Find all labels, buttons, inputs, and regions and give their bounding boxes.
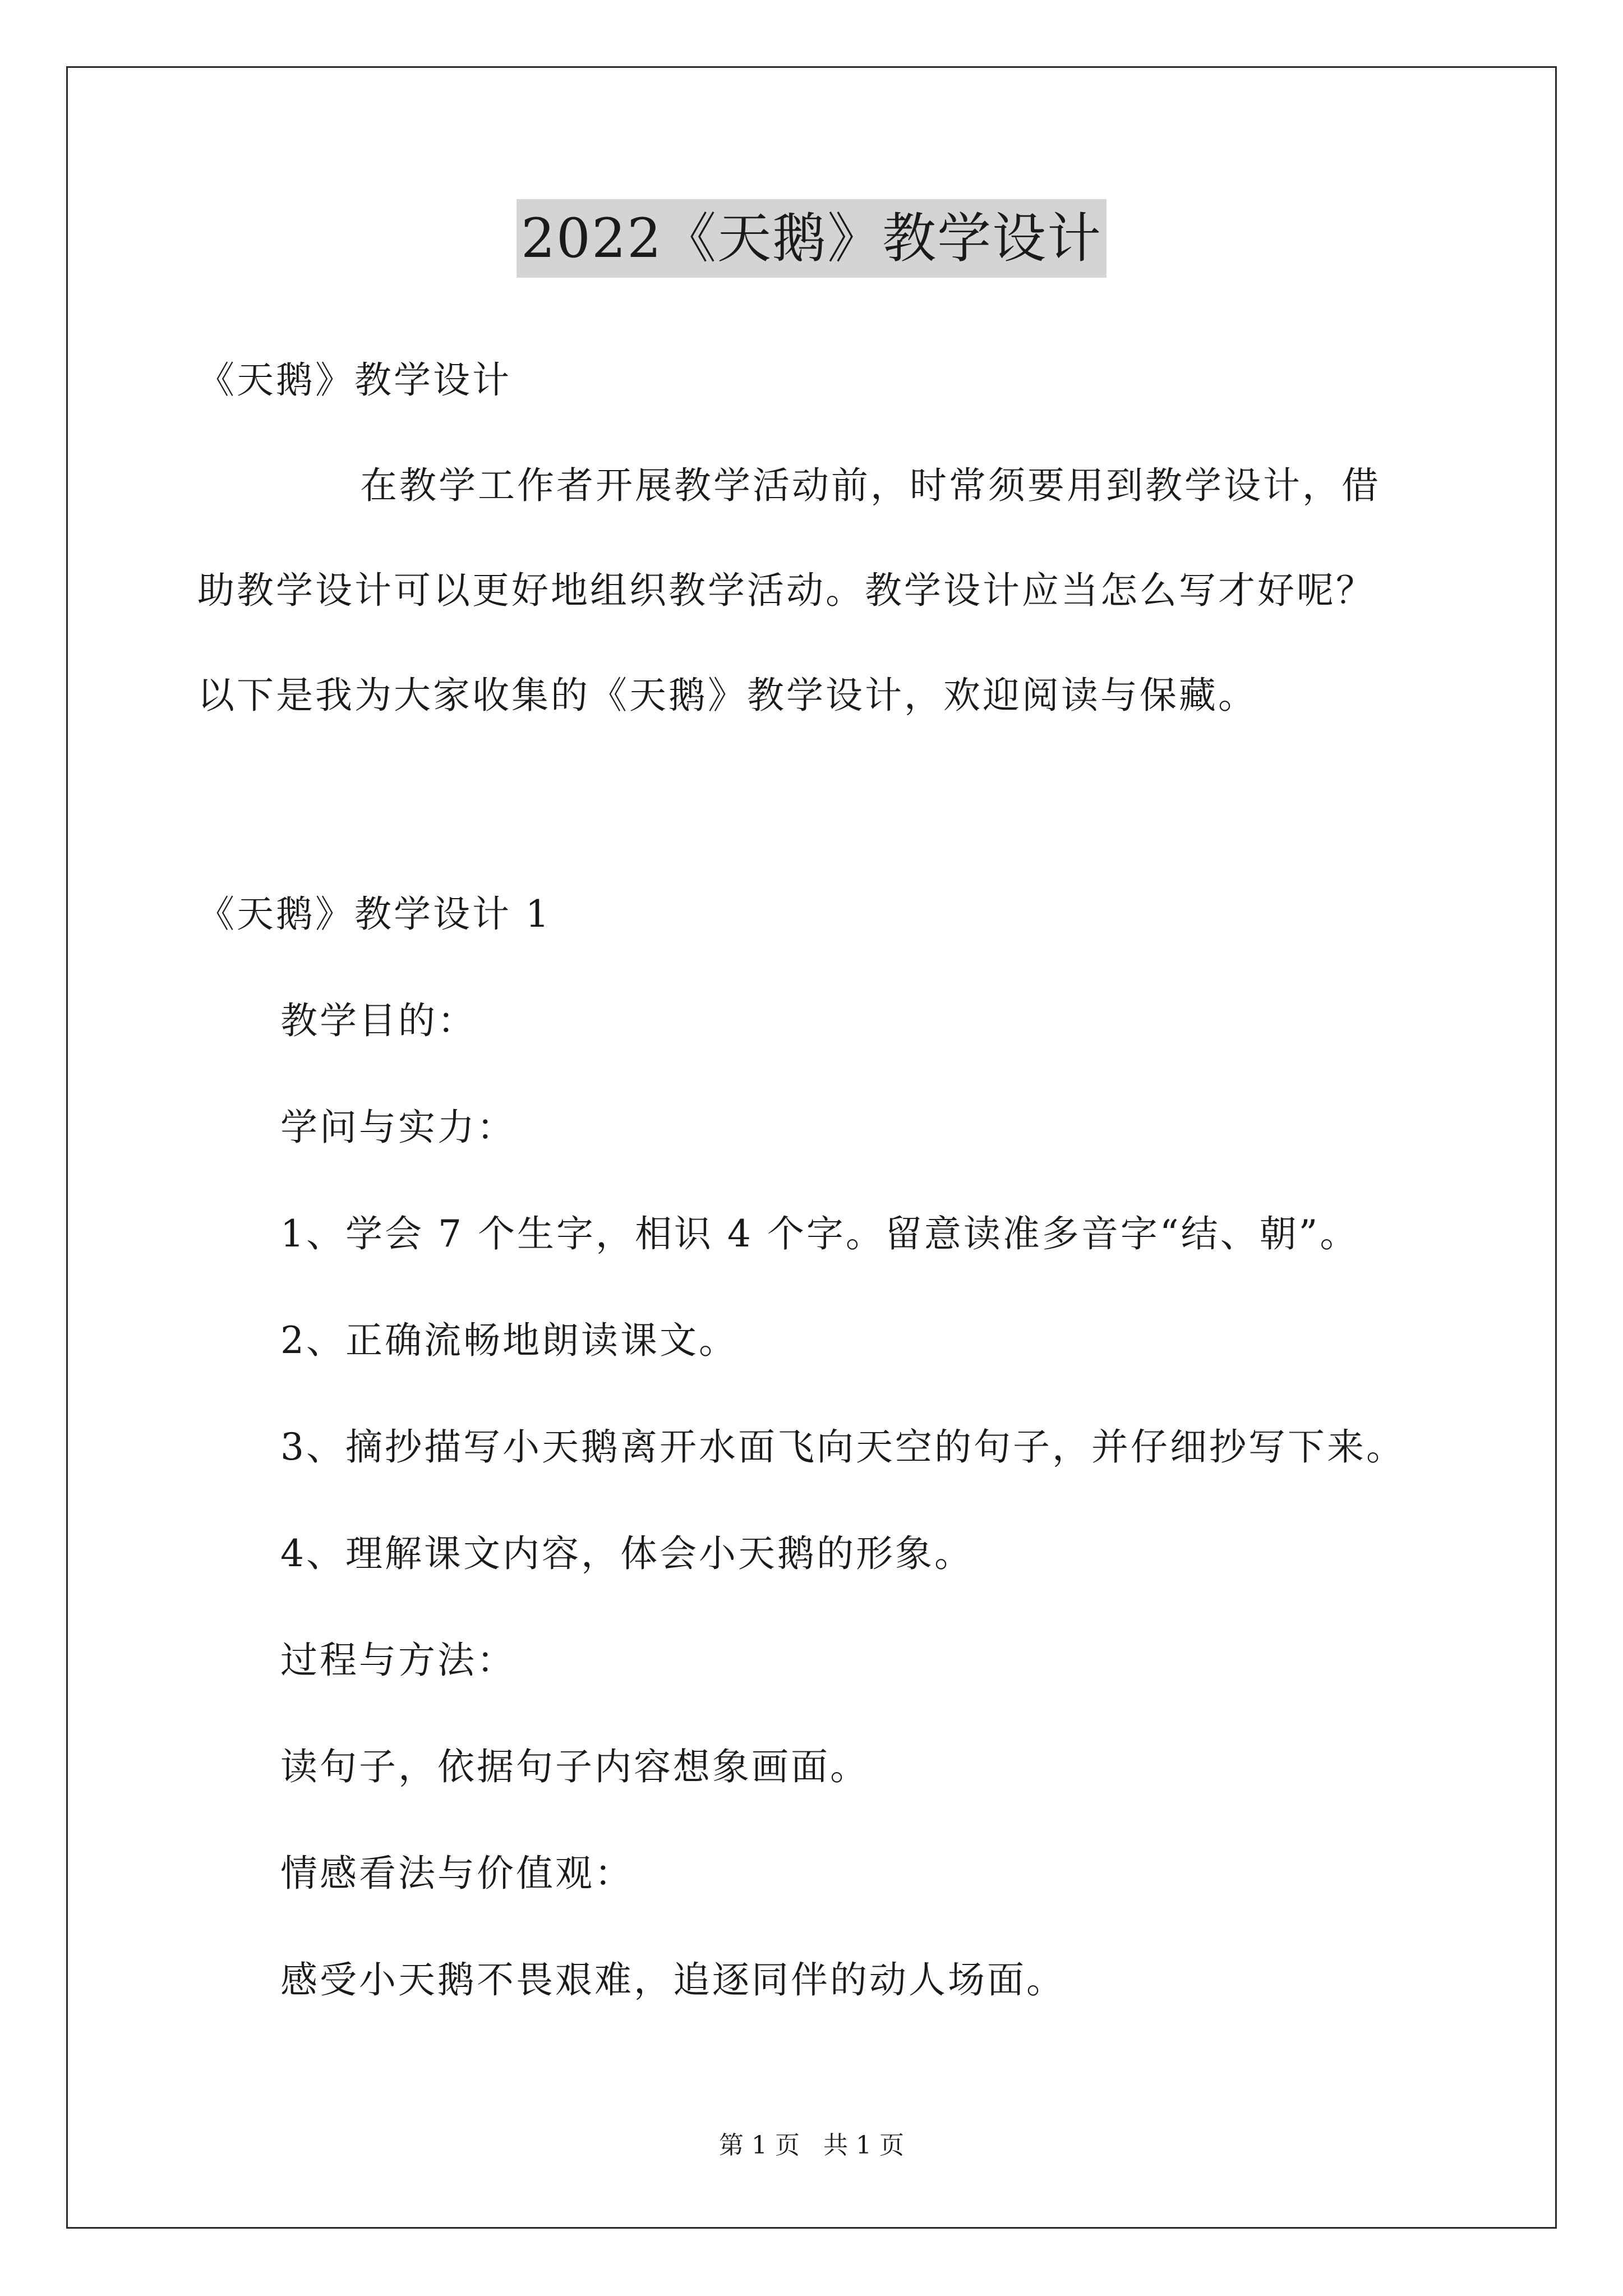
document-title-text: 2022《天鹅》教学设计 (517, 199, 1106, 278)
body-line-item-2: 2、正确流畅地朗读课文。 (280, 1319, 738, 1362)
body-line-attitude-detail: 感受小天鹅不畏艰难，追逐同伴的动人场面。 (280, 1958, 1066, 2001)
intro-line-3: 以下是我为大家收集的《天鹅》教学设计，欢迎阅读与保藏。 (197, 674, 1257, 717)
document-title (0, 199, 1623, 278)
body-line-process: 过程与方法： (280, 1639, 516, 1682)
body-line-item-1: 1、学会 7 个生字，相识 4 个字。留意读准多音字“结、朝”。 (280, 1212, 1359, 1255)
body-line-process-detail: 读句子，依据句子内容想象画面。 (280, 1745, 869, 1788)
body-line-objectives: 教学目的： (280, 999, 477, 1042)
body-line-attitude: 情感看法与价值观： (280, 1852, 634, 1895)
intro-line-2: 助教学设计可以更好地组织教学活动。教学设计应当怎么写才好呢？ (197, 569, 1375, 612)
body-line-knowledge: 学问与实力： (280, 1106, 516, 1149)
document-subtitle: 《天鹅》教学设计 (197, 358, 511, 402)
intro-line-1: 在教学工作者开展教学活动前，时常须要用到教学设计，借 (360, 464, 1381, 507)
section-heading: 《天鹅》教学设计 1 (197, 892, 551, 936)
page-number-footer: 第 1 页 共 1 页 (719, 2131, 904, 2160)
body-line-item-4: 4、理解课文内容，体会小天鹅的形象。 (280, 1532, 974, 1575)
body-line-item-3: 3、摘抄描写小天鹅离开水面飞向天空的句子，并仔细抄写下来。 (280, 1425, 1405, 1469)
